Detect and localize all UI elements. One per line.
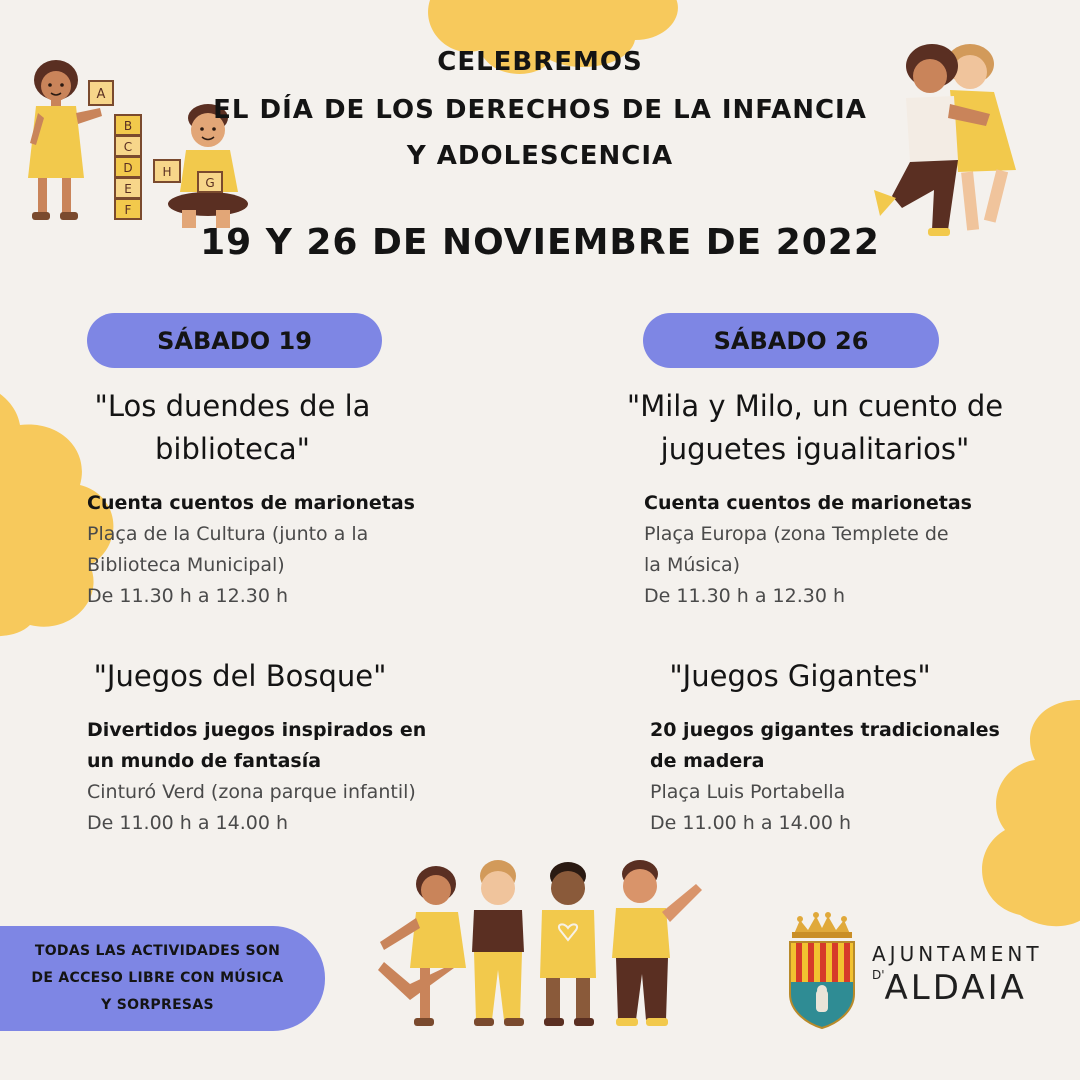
activity-title	[60, 385, 405, 471]
activity-description-line: Divertidos juegos inspirados en	[87, 719, 427, 741]
activity-location-time	[87, 777, 487, 839]
day-badge-sabado-26: SÁBADO 26	[643, 313, 939, 368]
activity-description-line: 20 juegos gigantes tradicionales	[650, 719, 1000, 741]
activity-title-line: "Juegos del Bosque"	[93, 659, 387, 693]
logo-name: ALDAIA	[884, 968, 1027, 1008]
activity-description	[87, 715, 487, 777]
held-block-letter: A	[96, 87, 106, 102]
logo-prefix: D'	[872, 968, 885, 982]
activity-description-line: Cuenta cuentos de marionetas	[644, 492, 972, 514]
activity-info-line: De 11.30 h a 12.30 h	[644, 585, 846, 607]
day-badge-sabado-19: SÁBADO 19	[87, 313, 382, 368]
header-event-title: EL DÍA DE LOS DERECHOS DE LA INFANCIA	[213, 95, 867, 125]
activity-title	[60, 655, 420, 698]
footer-line: DE ACCESO LIBRE CON MÚSICA	[31, 970, 284, 986]
event-dates: 19 Y 26 DE NOVIEMBRE DE 2022	[200, 222, 880, 263]
activity-location-time	[650, 777, 1050, 839]
block-letter-e: E	[124, 182, 132, 196]
activity-info-line: Plaça Europa (zona Templete de	[644, 523, 949, 545]
activity-info-line: la Música)	[644, 554, 741, 576]
block-letter-g: G	[205, 176, 215, 190]
activity-location-time	[644, 519, 1044, 612]
activity-title-line: "Mila y Milo, un cuento de	[626, 389, 1004, 423]
activity-description-line: un mundo de fantasía	[87, 750, 322, 772]
activity-description	[644, 488, 1044, 519]
block-letter-f: F	[124, 203, 132, 217]
activity-title	[600, 385, 1030, 471]
footer-line: TODAS LAS ACTIVIDADES SON	[34, 943, 281, 959]
activity-info-line: De 11.00 h a 14.00 h	[650, 812, 852, 834]
header-event-title-2: Y ADOLESCENCIA	[406, 141, 674, 171]
block-letter-b: B	[123, 119, 133, 133]
header-celebremos: CELEBREMOS	[437, 47, 643, 77]
activity-info-line: Cinturó Verd (zona parque infantil)	[87, 781, 416, 803]
activity-description	[650, 715, 1050, 777]
block-letter-d: D	[123, 161, 133, 175]
logo-aldaia	[872, 968, 1027, 1008]
activity-title-line: juguetes igualitarios"	[660, 432, 970, 466]
activity-description-line: Cuenta cuentos de marionetas	[87, 492, 415, 514]
activity-title	[640, 655, 960, 698]
free-access-notice	[0, 926, 325, 1031]
group-of-children-illustration	[370, 850, 710, 1032]
activity-description-line: de madera	[650, 750, 765, 772]
activity-info-line: Plaça de la Cultura (junto a la	[87, 523, 369, 545]
activity-info-line: De 11.00 h a 14.00 h	[87, 812, 289, 834]
activity-title-line: "Los duendes de la	[94, 389, 371, 423]
footer-line: Y SORPRESAS	[101, 997, 214, 1013]
activity-description	[87, 488, 487, 519]
activity-location-time	[87, 519, 487, 612]
activity-info-line: Biblioteca Municipal)	[87, 554, 285, 576]
activity-title-line: biblioteca"	[155, 432, 310, 466]
activity-info-line: De 11.30 h a 12.30 h	[87, 585, 289, 607]
block-letter-h: H	[162, 165, 172, 179]
activity-title-line: "Juegos Gigantes"	[669, 659, 931, 693]
logo-ajuntament: AJUNTAMENT	[872, 942, 1043, 966]
block-letter-c: C	[123, 140, 133, 154]
aldaia-coat-of-arms-icon	[786, 910, 858, 1030]
activity-info-line: Plaça Luis Portabella	[650, 781, 846, 803]
